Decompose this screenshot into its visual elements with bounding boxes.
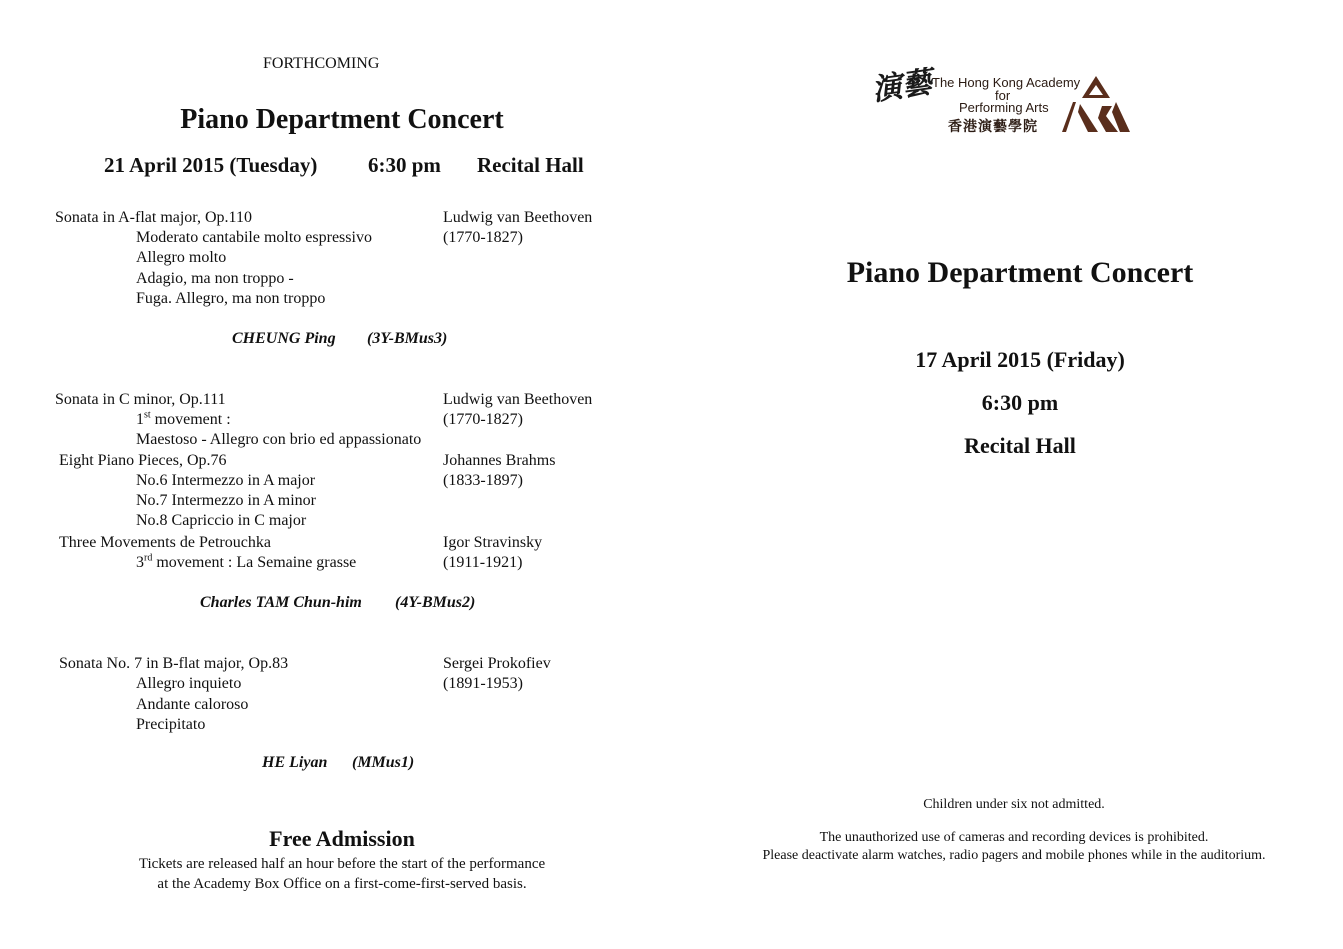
logo-name-line3: Performing Arts <box>959 100 1049 115</box>
concert-date: 21 April 2015 (Tuesday) <box>104 153 318 177</box>
notice-devices: Please deactivate alarm watches, radio pagers and mobile phones while in the auditorium. <box>762 848 1266 863</box>
composer-years: (1770-1827) <box>443 229 523 246</box>
concert-time: 6:30 pm <box>981 390 1059 415</box>
academy-emblem-icon <box>1062 76 1130 134</box>
composer-name: Igor Stravinsky <box>443 534 543 551</box>
piece: No.7 Intermezzo in A minor <box>136 492 316 509</box>
notice-recording: The unauthorized use of cameras and recording devices is prohibited. <box>819 830 1209 845</box>
work-title: Sonata No. 7 in B-flat major, Op.83 <box>59 655 289 672</box>
movement: 1st movement : <box>136 409 231 428</box>
notice-children: Children under six not admitted. <box>923 797 1105 812</box>
movement: Moderato cantabile molto espressivo <box>136 229 372 246</box>
concert-title: Piano Department Concert <box>846 256 1194 289</box>
composer-name: Ludwig van Beethoven <box>443 391 593 408</box>
performer-name: HE Liyan <box>262 754 328 771</box>
logo-name-line1: The Hong Kong Academy <box>932 75 1081 90</box>
movement: 3rd movement : La Semaine grasse <box>136 552 357 571</box>
logo-name-line2: for <box>995 88 1011 103</box>
piece: No.8 Capriccio in C major <box>136 512 307 529</box>
admission-text-2: at the Academy Box Office on a first-come-first-served basis. <box>157 876 527 892</box>
movement-detail: Maestoso - Allegro con brio ed appassionato <box>136 431 422 448</box>
composer-name: Sergei Prokofiev <box>443 655 551 672</box>
concert-venue: Recital Hall <box>477 153 584 177</box>
movement: Andante caloroso <box>136 696 249 713</box>
logo-chinese-name: 香港演藝學院 <box>948 119 1038 135</box>
concert-venue: Recital Hall <box>964 433 1076 458</box>
movement: Allegro inquieto <box>136 675 242 692</box>
composer-years: (1891-1953) <box>443 675 523 692</box>
performer-name: Charles TAM Chun-him <box>200 594 362 611</box>
page-title: Piano Department Concert <box>180 104 504 135</box>
performer-class: (3Y-BMus3) <box>367 330 448 347</box>
composer-years: (1911-1921) <box>443 554 523 571</box>
calligraphy-logo: 演藝 <box>869 64 935 109</box>
movement: Fuga. Allegro, ma non troppo <box>136 290 326 307</box>
admission-text-1: Tickets are released half an hour before the start of the performance <box>138 856 546 872</box>
movement: Adagio, ma non troppo - <box>136 270 294 287</box>
performer-class: (MMus1) <box>352 754 415 771</box>
movement: Allegro molto <box>136 249 227 266</box>
composer-name: Johannes Brahms <box>443 452 556 469</box>
work-title: Sonata in C minor, Op.111 <box>55 391 226 408</box>
piece: No.6 Intermezzo in A major <box>136 472 316 489</box>
admission-heading: Free Admission <box>269 826 415 851</box>
composer-name: Ludwig van Beethoven <box>443 209 593 226</box>
work-title: Sonata in A-flat major, Op.110 <box>55 209 252 226</box>
performer-name: CHEUNG Ping <box>232 330 336 347</box>
composer-years: (1833-1897) <box>443 472 523 489</box>
concert-date: 17 April 2015 (Friday) <box>915 347 1125 372</box>
work-title: Three Movements de Petrouchka <box>59 534 271 551</box>
concert-time: 6:30 pm <box>368 153 441 177</box>
work-title: Eight Piano Pieces, Op.76 <box>59 452 227 469</box>
performer-class: (4Y-BMus2) <box>395 594 476 611</box>
composer-years: (1770-1827) <box>443 411 523 428</box>
movement: Precipitato <box>136 716 206 733</box>
forthcoming-label: FORTHCOMING <box>263 55 380 72</box>
